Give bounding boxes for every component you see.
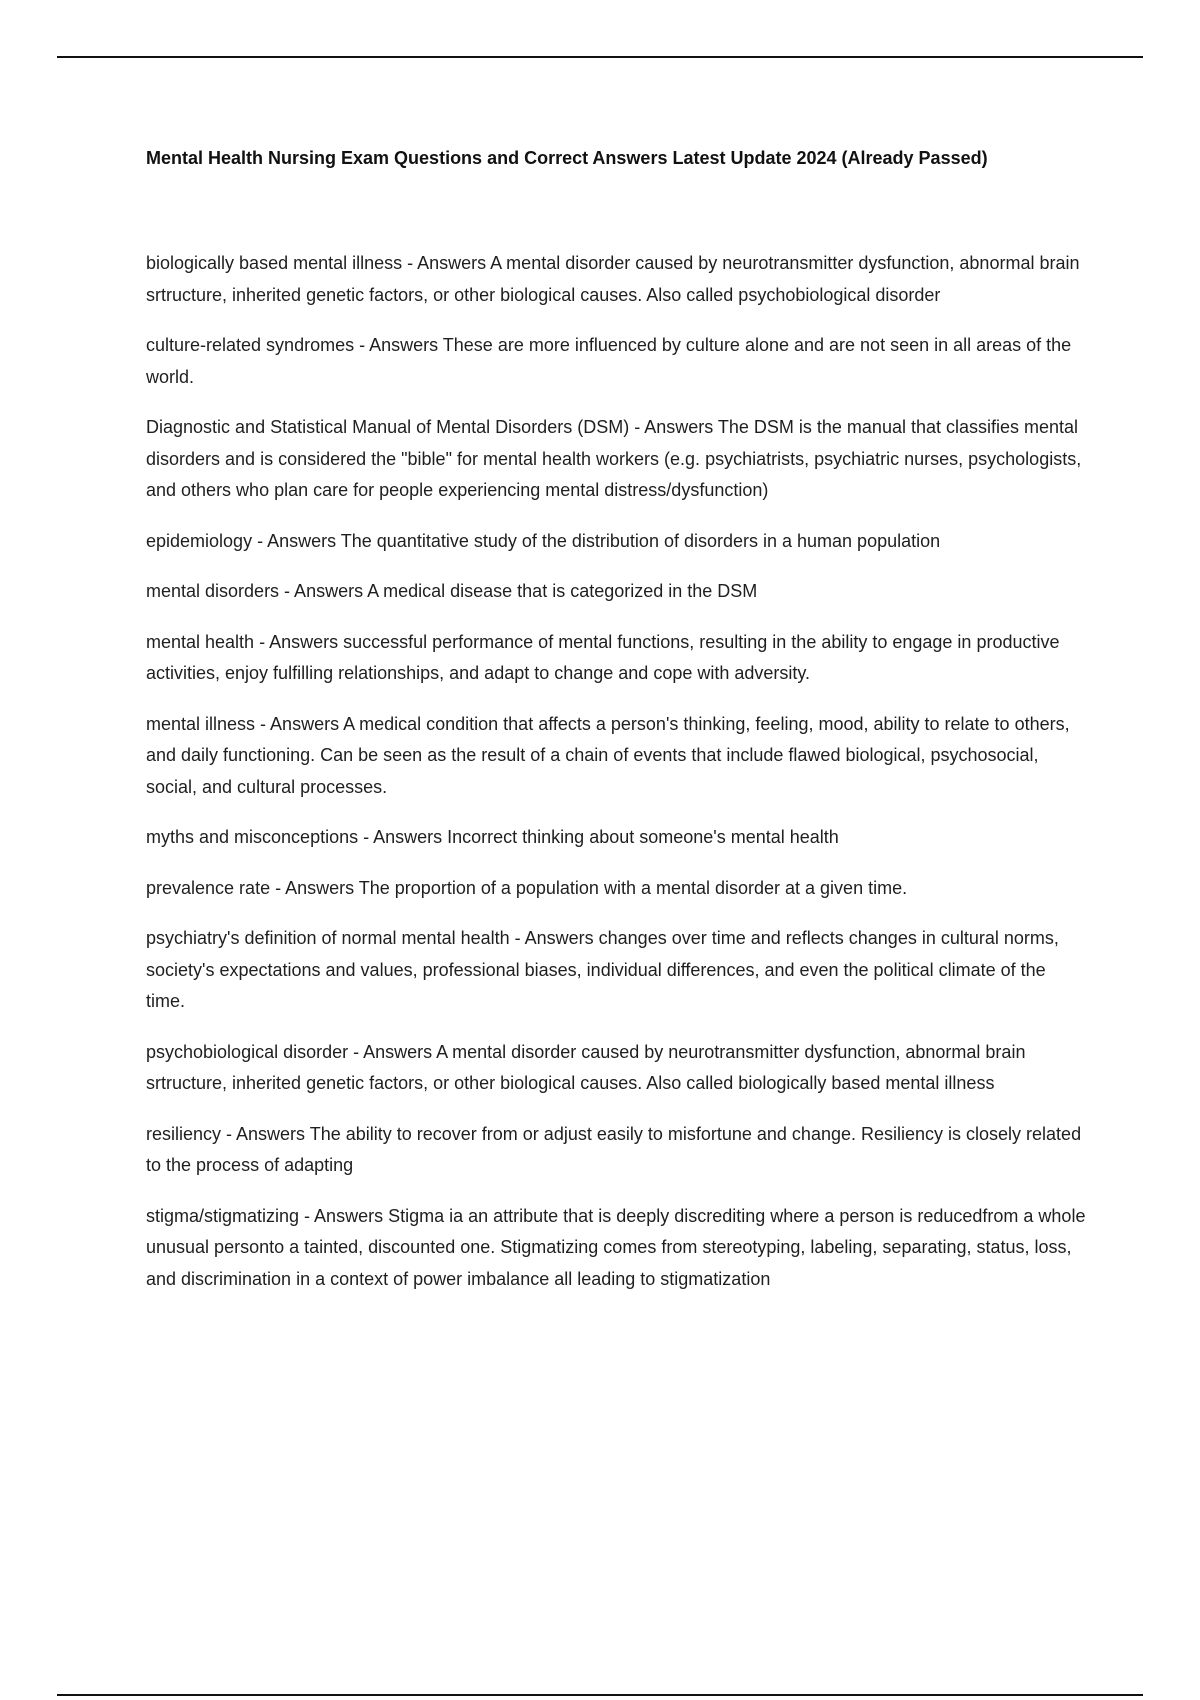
glossary-entry: psychobiological disorder - Answers A mental disorder caused by neurotransmitter dysfunction, abnormal brain srtructure, inherited genetic factors, or other biological causes. Also called biologically based mental illness [146,1041,1026,1093]
document-title: Mental Health Nursing Exam Questions and Correct Answers Latest Update 2024 (Already Passed) [146,148,988,168]
glossary-entry: mental illness - Answers A medical condition that affects a person's thinking, feeling, mood, ability to relate to others, and daily functioning. Can be seen as the result of a chain of events that include flawed biological, psychosocial, social, and cultural processes. [146,713,1070,797]
glossary-entry: Diagnostic and Statistical Manual of Mental Disorders (DSM) - Answers The DSM is the manual that classifies mental disorders and is considered the "bible" for mental health workers (e.g. psychiatrists, psychiatric nurses, psychologists, and others who plan care for people experiencing mental distress/dysfunction) [146,417,1082,500]
glossary-entry: stigma/stigmatizing - Answers Stigma ia an attribute that is deeply discrediting where a person is reducedfrom a whole unusual personto a tainted, discounted one. Stigmatizing comes from stereotyping, labeling, separating, status, loss, and discrimination in a context of power imbalance all leading to stigmatization [146,1205,1086,1289]
glossary-entry: resiliency - Answers The ability to recover from or adjust easily to misfortune and change. Resiliency is closely related to the process of adapting [146,1123,1082,1175]
glossary-entry: culture-related syndromes - Answers These are more influenced by culture alone and are not seen in all areas of the world. [146,335,1072,387]
footer-rule [57,1694,1143,1696]
glossary-entry: myths and misconceptions - Answers Incorrect thinking about someone's mental health [146,827,839,847]
glossary-entry: epidemiology - Answers The quantitative study of the distribution of disorders in a human population [146,530,941,551]
glossary-entry: psychiatry's definition of normal mental health - Answers changes over time and reflects changes in cultural norms, society's expectations and values, professional biases, individual differences, and even the political climate of the time. [146,928,1059,1011]
glossary-entry: mental disorders - Answers A medical disease that is categorized in the DSM [146,581,758,601]
glossary-entry: biologically based mental illness - Answers A mental disorder caused by neurotransmitter dysfunction, abnormal brain srtructure, inherited genetic factors, or other biological causes. Also called psychobiological disorder [146,253,1080,305]
glossary-entry: mental health - Answers successful performance of mental functions, resulting in the ability to engage in productive activities, enjoy fulfilling relationships, and adapt to change and cope with adversity. [146,631,1060,683]
glossary-entry: prevalence rate - Answers The proportion of a population with a mental disorder at a given time. [146,877,908,898]
header-rule [57,56,1143,58]
glossary-list [146,248,1086,1314]
